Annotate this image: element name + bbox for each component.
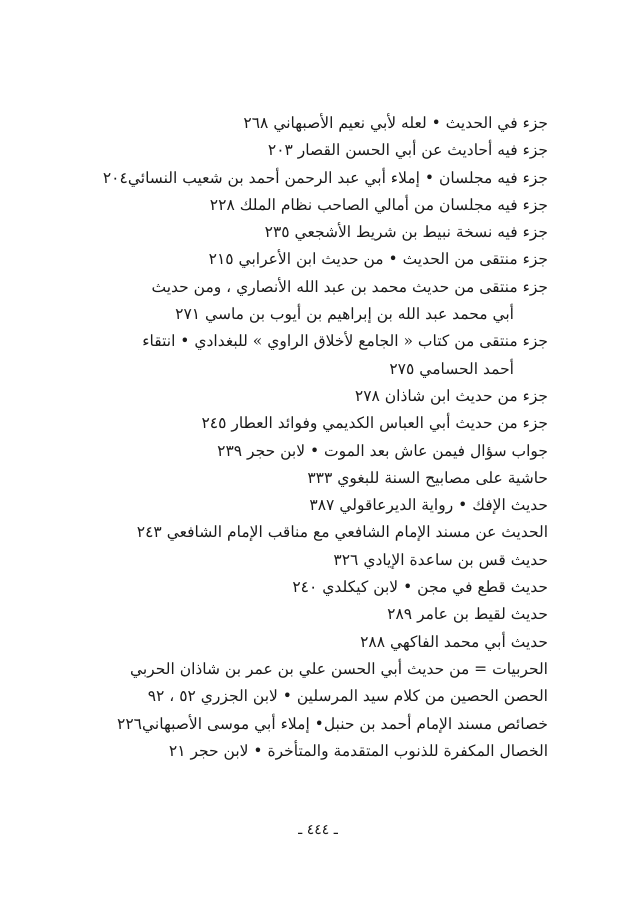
- index-entry: حديث الإفك • رواية الديرعاقولي ٣٨٧: [309, 496, 548, 515]
- index-entry-continuation: أبي محمد عبد الله بن إبراهيم بن أيوب بن ماسي ٢٧١: [175, 305, 514, 324]
- index-entry: الحديث عن مسند الإمام الشافعي مع مناقب الإمام الشافعي ٢٤٣: [136, 523, 548, 542]
- index-entry: جزء فيه مجلسان من أمالي الصاحب نظام الملك ٢٢٨: [209, 195, 548, 214]
- index-entry-continuation: أحمد الحسامي ٢٧٥: [389, 359, 514, 378]
- index-entry: الخصال المكفرة للذنوب المتقدمة والمتأخرة • لابن حجر ٢١: [168, 741, 548, 760]
- index-entry: حاشية على مصابيح السنة للبغوي ٣٣٣: [307, 468, 548, 487]
- index-entry: جزء فيه أحاديث عن أبي الحسن القصار ٢٠٣: [267, 141, 548, 160]
- index-entry: الحصن الحصين من كلام سيد المرسلين • لابن الجزري ٥٢ ، ٩٢: [147, 687, 548, 706]
- index-entry: جزء منتقى من حديث محمد بن عبد الله الأنصاري ، ومن حديث: [151, 277, 548, 296]
- index-entry: الحربيات = من حديث أبي الحسن علي بن عمر بن شاذان الحربي: [129, 659, 548, 678]
- index-entry: حديث لقيط بن عامر ٢٨٩: [387, 605, 548, 624]
- index-list: [78, 110, 548, 765]
- index-entry: جزء منتقى من كتاب « الجامع لأخلاق الراوي » للبغدادي • انتقاء: [142, 332, 548, 351]
- index-entry: حديث قطع في مجن • لابن كيكلدي ٢٤٠: [292, 578, 548, 597]
- index-entry: حديث أبي محمد الفاكهي ٢٨٨: [360, 632, 548, 651]
- index-entry: جزء فيه مجلسان • إملاء أبي عبد الرحمن أحمد بن شعيب النسائي٢٠٤: [102, 168, 548, 187]
- index-entry: جزء فيه نسخة نبيط بن شريط الأشجعي ٢٣٥: [264, 223, 548, 242]
- index-entry: خصائص مسند الإمام أحمد بن حنبل• إملاء أبي موسى الأصبهاني٢٢٦: [117, 714, 548, 733]
- page-number: ـ ٤٤٤ ـ: [298, 822, 338, 838]
- index-entry: حديث قس بن ساعدة الإيادي ٣٢٦: [333, 550, 548, 569]
- index-entry: جزء في الحديث • لعله لأبي نعيم الأصبهاني ٢٦٨: [243, 114, 548, 132]
- index-entry: جواب سؤال فيمن عاش بعد الموت • لابن حجر ٢٣٩: [217, 441, 548, 460]
- index-entry: جزء منتقى من الحديث • من حديث ابن الأعرابي ٢١٥: [208, 250, 548, 269]
- index-entry: جزء من حديث ابن شاذان ٢٧٨: [354, 386, 548, 405]
- index-entry: جزء من حديث أبي العباس الكديمي وفوائد العطار ٢٤٥: [201, 414, 548, 433]
